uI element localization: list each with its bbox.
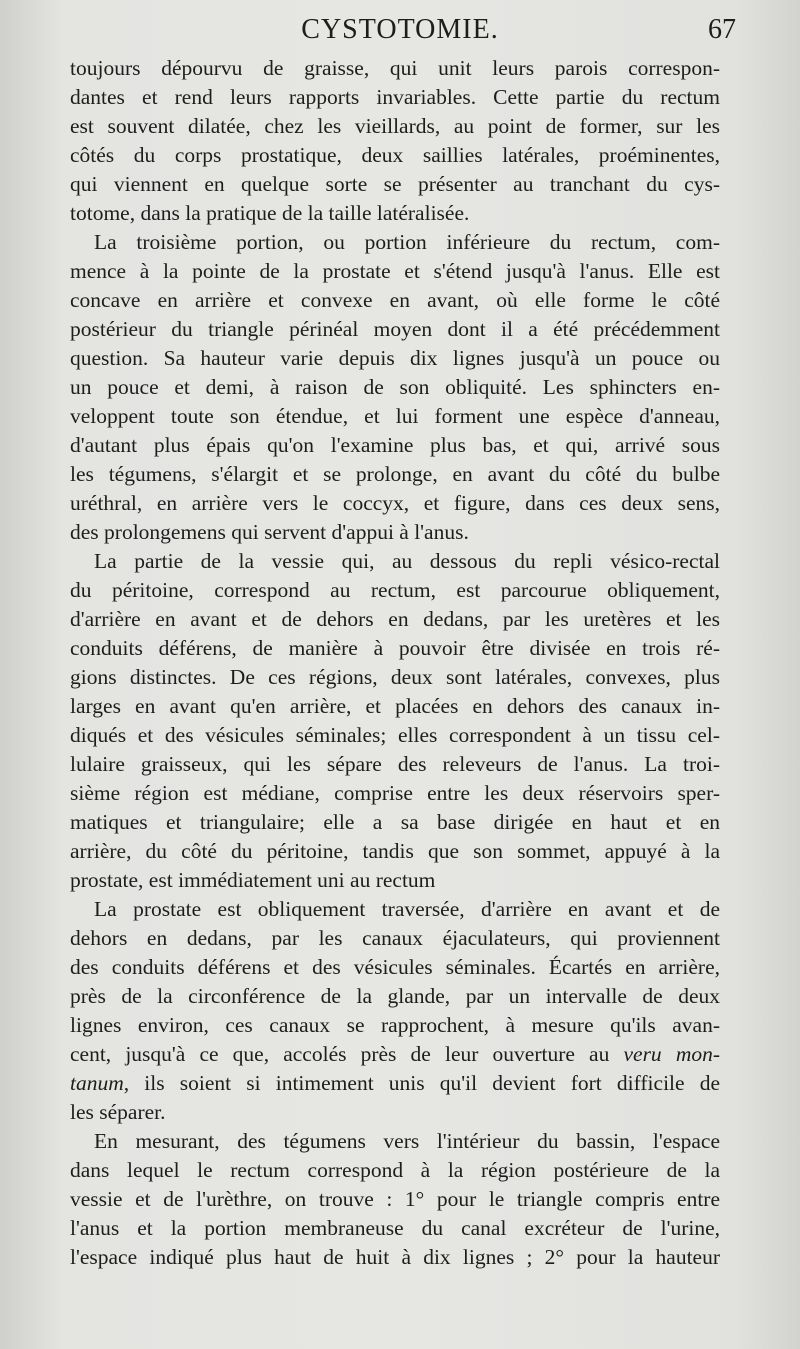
text-line xyxy=(70,83,720,112)
text-line xyxy=(70,1069,720,1098)
running-title: CYSTOTOMIE. xyxy=(301,14,499,45)
text-line xyxy=(70,547,720,576)
text-line-content: des conduits déférens et des vésicules séminales. Écartés en arrière, xyxy=(70,955,720,979)
text-line xyxy=(70,605,720,634)
text-line-content: conduits déférens, de manière à pouvoir être divisée en trois ré- xyxy=(70,636,720,660)
text-line-content: du péritoine, correspond au rectum, est parcourue obliquement, xyxy=(70,578,720,602)
text-line xyxy=(70,866,720,895)
text-line-content: l'espace indiqué plus haut de huit à dix lignes ; 2° pour la hauteur xyxy=(70,1245,720,1269)
text-line xyxy=(70,924,720,953)
text-line xyxy=(70,373,720,402)
text-line xyxy=(70,518,720,547)
text-line-content: l'anus et la portion membraneuse du canal excréteur de l'urine, xyxy=(70,1216,720,1240)
text-line xyxy=(70,634,720,663)
text-line-content: La prostate est obliquement traversée, d'arrière en avant et de xyxy=(94,897,720,921)
text-line-content: près de la circonférence de la glande, par un intervalle de deux xyxy=(70,984,720,1008)
text-line xyxy=(70,1214,720,1243)
text-line xyxy=(70,257,720,286)
text-line xyxy=(70,402,720,431)
text-line-content: des prolongemens qui servent d'appui à l'anus. xyxy=(70,520,469,544)
text-line xyxy=(70,1185,720,1214)
text-line-content: lignes environ, ces canaux se rapprochent, à mesure qu'ils avan- xyxy=(70,1013,720,1037)
text-line xyxy=(70,431,720,460)
text-line-content: les tégumens, s'élargit et se prolonge, en avant du côté du bulbe xyxy=(70,462,720,486)
text-line-content: La partie de la vessie qui, au dessous du repli vésico-rectal xyxy=(94,549,720,573)
italic-term: tanum xyxy=(70,1071,124,1095)
text-line-content: matiques et triangulaire; elle a sa base dirigée en haut et en xyxy=(70,810,720,834)
text-line xyxy=(70,228,720,257)
text-line-content: sième région est médiane, comprise entre les deux réservoirs sper- xyxy=(70,781,720,805)
text-line xyxy=(70,982,720,1011)
text-line-content: d'arrière en avant et de dehors en dedans, par les uretères et les xyxy=(70,607,720,631)
text-line-content: dantes et rend leurs rapports invariables. Cette partie du rectum xyxy=(70,85,720,109)
text-line xyxy=(70,170,720,199)
text-line-content: lulaire graisseux, qui les sépare des releveurs de l'anus. La troi- xyxy=(70,752,720,776)
text-line-content: question. Sa hauteur varie depuis dix lignes jusqu'à un pouce ou xyxy=(70,346,720,370)
text-line-continuation: , ils soient si intimement unis qu'il devient fort difficile de xyxy=(123,1071,720,1095)
text-line xyxy=(70,1127,720,1156)
text-line-content: cent, jusqu'à ce que, accolés près de leur ouverture au xyxy=(70,1042,624,1066)
text-line-content: côtés du corps prostatique, deux saillies latérales, proéminentes, xyxy=(70,143,720,167)
text-line xyxy=(70,895,720,924)
text-line xyxy=(70,750,720,779)
text-line xyxy=(70,663,720,692)
text-line xyxy=(70,1011,720,1040)
body-text xyxy=(70,54,720,1272)
text-line xyxy=(70,315,720,344)
text-line xyxy=(70,489,720,518)
text-line xyxy=(70,199,720,228)
text-line-content: un pouce et demi, à raison de son obliquité. Les sphincters en- xyxy=(70,375,720,399)
text-line-content: En mesurant, des tégumens vers l'intérieur du bassin, l'espace xyxy=(94,1129,720,1153)
text-line xyxy=(70,576,720,605)
text-line-content: d'autant plus épais qu'on l'examine plus bas, et qui, arrivé sous xyxy=(70,433,720,457)
text-line-content: qui viennent en quelque sorte se présenter au tranchant du cys- xyxy=(70,172,720,196)
text-line xyxy=(70,692,720,721)
text-line xyxy=(70,779,720,808)
text-line xyxy=(70,953,720,982)
text-line xyxy=(70,1098,720,1127)
text-line-content: diqués et des vésicules séminales; elles correspondent à un tissu cel- xyxy=(70,723,720,747)
text-line-content: postérieur du triangle périnéal moyen dont il a été précédemment xyxy=(70,317,720,341)
page-number: 67 xyxy=(708,14,736,45)
text-line xyxy=(70,54,720,83)
text-line xyxy=(70,286,720,315)
text-line-content: concave en arrière et convexe en avant, où elle forme le côté xyxy=(70,288,720,312)
text-line xyxy=(70,808,720,837)
text-line-content: larges en avant qu'en arrière, et placées en dehors des canaux in- xyxy=(70,694,720,718)
text-line-content: gions distinctes. De ces régions, deux sont latérales, convexes, plus xyxy=(70,665,720,689)
text-line xyxy=(70,141,720,170)
text-line-content: toujours dépourvu de graisse, qui unit leurs parois correspon- xyxy=(70,56,720,80)
text-line-content: est souvent dilatée, chez les vieillards, au point de former, sur les xyxy=(70,114,720,138)
text-line xyxy=(70,1156,720,1185)
running-head xyxy=(70,14,736,50)
text-line xyxy=(70,1040,720,1069)
text-line-content: uréthral, en arrière vers le coccyx, et figure, dans ces deux sens, xyxy=(70,491,720,515)
text-line xyxy=(70,112,720,141)
text-line-content: dehors en dedans, par les canaux éjaculateurs, qui proviennent xyxy=(70,926,720,950)
text-line xyxy=(70,1243,720,1272)
text-line-content: veloppent toute son étendue, et lui forment une espèce d'anneau, xyxy=(70,404,720,428)
text-line-content: vessie et de l'urèthre, on trouve : 1° pour le triangle compris entre xyxy=(70,1187,720,1211)
text-line xyxy=(70,460,720,489)
italic-term: veru mon- xyxy=(623,1042,720,1066)
text-line xyxy=(70,837,720,866)
text-line-content: les séparer. xyxy=(70,1100,166,1124)
text-line xyxy=(70,344,720,373)
text-line-content: mence à la pointe de la prostate et s'étend jusqu'à l'anus. Elle est xyxy=(70,259,720,283)
text-line-content: prostate, est immédiatement uni au rectum xyxy=(70,868,436,892)
text-line-content: totome, dans la pratique de la taille latéralisée. xyxy=(70,201,470,225)
text-line-content: La troisième portion, ou portion inférieure du rectum, com- xyxy=(94,230,720,254)
text-line-content: arrière, du côté du péritoine, tandis que son sommet, appuyé à la xyxy=(70,839,720,863)
text-line-content: dans lequel le rectum correspond à la région postérieure de la xyxy=(70,1158,720,1182)
text-line xyxy=(70,721,720,750)
